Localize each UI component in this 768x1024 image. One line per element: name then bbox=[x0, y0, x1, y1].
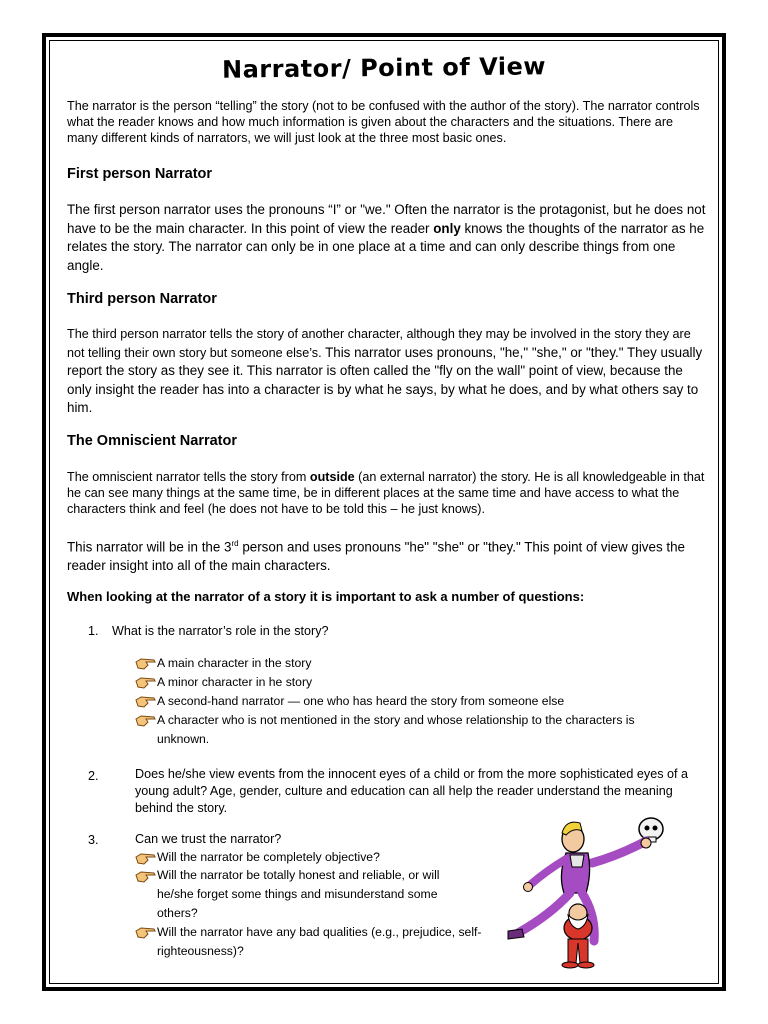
q1-bullet-4: A character who is not mentioned in the story and whose relationship to the characters is unknown. bbox=[157, 713, 635, 746]
q3-bullet-1: Will the narrator be completely objective? bbox=[157, 850, 380, 864]
pointing-hand-icon bbox=[135, 870, 157, 884]
pointing-hand-icon bbox=[135, 695, 157, 709]
question-3-text: Can we trust the narrator? bbox=[135, 832, 282, 846]
intro-paragraph: The narrator is the person “telling” the story (not to be confused with the author of the story). The narrator controls what the reader knows and how much information is given about the characters and the situations. There are many different kinds of narrators, we will just look at the three most basic ones. bbox=[67, 99, 700, 145]
q1-bullet-1: A main character in the story bbox=[157, 656, 312, 670]
omniscient-heading: The Omniscient Narrator bbox=[67, 433, 238, 449]
third-person-heading: Third person Narrator bbox=[67, 291, 217, 307]
first-person-heading: First person Narrator bbox=[67, 166, 213, 182]
q1-bullet-3: A second-hand narrator — one who has heard the story from someone else bbox=[157, 694, 565, 708]
question-2-number: 2. bbox=[88, 769, 99, 783]
omniscient-paragraph-2: This narrator will be in the 3rd person and uses pronouns "he" "she" or "they." This point of view gives the reader insight into all of the main characters. bbox=[67, 539, 685, 573]
q3-bullet-3: Will the narrator have any bad qualities (e.g., prejudice, self-righteousness)? bbox=[157, 925, 482, 958]
third-person-paragraph: The third person narrator tells the story of another character, although they may be involved in the story they are not telling their own story but someone else’s. This narrator uses pronouns, "he," "she," or "they." They usually report the story as they see it. This narrator is often called the "fly on the wall" point of view, because the only insight the reader has into a character is by what he says, by what he does, and by what others say to him. bbox=[67, 327, 703, 415]
questions-heading: When looking at the narrator of a story it is important to ask a number of questions: bbox=[67, 589, 585, 604]
q1-bullet-2: A minor character in he story bbox=[157, 675, 313, 689]
question-3-number: 3. bbox=[88, 833, 99, 847]
pointing-hand-icon bbox=[135, 657, 157, 671]
pointing-hand-icon bbox=[135, 676, 157, 690]
page-title: Narrator/ Point of View bbox=[221, 52, 547, 84]
actor-with-skull-illustration bbox=[500, 815, 680, 970]
q3-bullet-2: Will the narrator be totally honest and reliable, or will he/she forget some things and misunderstand some others? bbox=[157, 868, 440, 920]
question-1-text: What is the narrator’s role in the story? bbox=[112, 624, 329, 638]
question-1-number: 1. bbox=[88, 624, 99, 638]
omniscient-paragraph-1: The omniscient narrator tells the story from outside (an external narrator) the story. He is all knowledgeable in that he can see many things at the same time, be in different places at the same time and have access to what the characters think and feel (he does not have to be told this – he just knows). bbox=[67, 470, 705, 516]
first-person-paragraph: The first person narrator uses the pronouns “I” or "we." Often the narrator is the protagonist, but he does not have to be the main character. In this point of view the reader only knows the thoughts of the narrator as he relates the story. The narrator can only be in one place at a time and can only describe things from one angle. bbox=[67, 202, 706, 273]
pointing-hand-icon bbox=[135, 714, 157, 728]
pointing-hand-icon bbox=[135, 926, 157, 940]
pointing-hand-icon bbox=[135, 852, 157, 866]
question-2-text: Does he/she view events from the innocent eyes of a child or from the more sophisticated eyes of a young adult? Age, gender, culture and education can all help the reader understand the meaning behind the story. bbox=[135, 767, 689, 815]
